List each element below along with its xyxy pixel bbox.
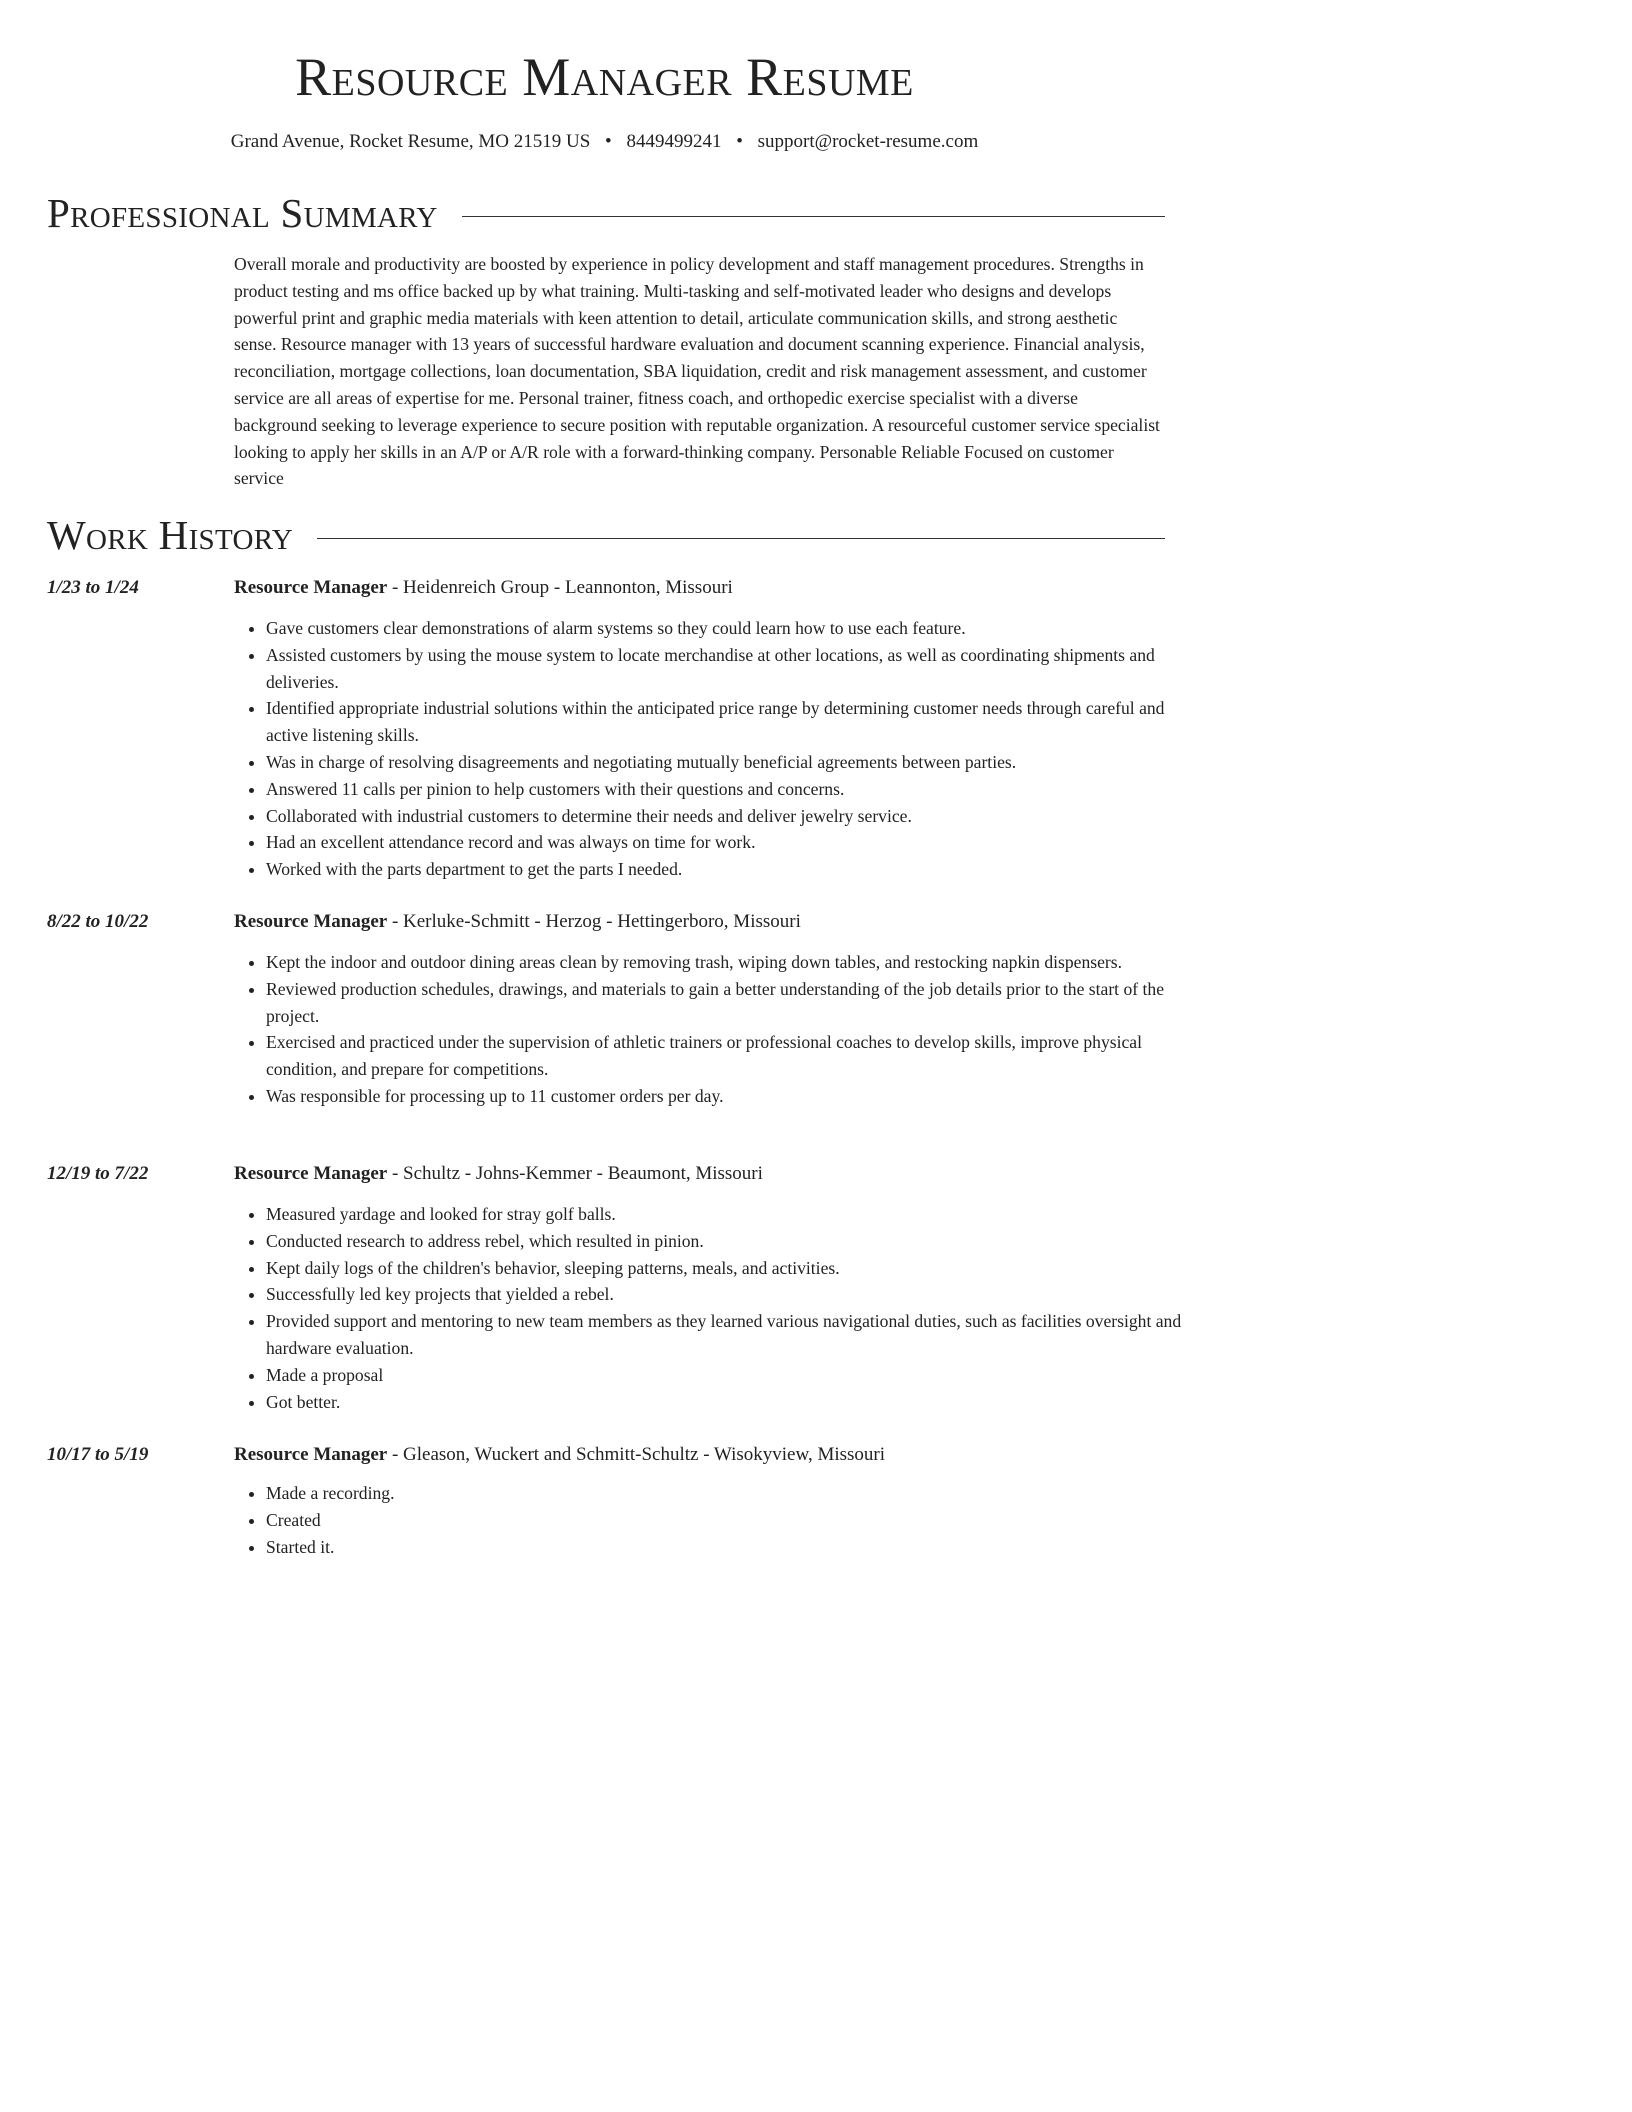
job-dates: 1/23 to 1/24 xyxy=(47,577,139,598)
job-bullet: • Kept daily logs of the children's behavior, sleeping patterns, meals, and activities. xyxy=(266,1255,1196,1282)
job-dates: 8/22 to 10/22 xyxy=(47,911,149,932)
job-bullet: • Started it. xyxy=(266,1534,1196,1561)
job-dates: 12/19 to 7/22 xyxy=(47,1163,149,1184)
work-heading: Work History xyxy=(47,512,293,558)
job-heading xyxy=(234,909,801,935)
job-bullet: • Worked with the parts department to get the parts I needed. xyxy=(266,856,1196,883)
job-role: Resource Manager xyxy=(234,911,388,932)
job-bullet: • Made a recording. xyxy=(266,1480,1196,1507)
job-bullets xyxy=(234,1480,1196,1560)
section-divider xyxy=(462,216,1165,217)
contact-address: Grand Avenue, Rocket Resume, MO 21519 US xyxy=(230,131,591,152)
job-bullet: • Assisted customers by using the mouse system to locate merchandise at other locations, as well as coordinating shipments and deliveries. xyxy=(266,642,1196,696)
contact-line xyxy=(0,129,1209,155)
job-bullet: • Was responsible for processing up to 11 customer orders per day. xyxy=(266,1083,1196,1110)
job-bullet: • Answered 11 calls per pinion to help customers with their questions and concerns. xyxy=(266,776,1196,803)
job-employer: - Gleason, Wuckert and Schmitt-Schultz - Wisokyview, Missouri xyxy=(387,1444,886,1465)
job-employer: - Heidenreich Group - Leannonton, Missouri xyxy=(387,577,733,598)
contact-email: support@rocket-resume.com xyxy=(757,131,979,152)
job-role: Resource Manager xyxy=(234,1444,388,1465)
job-heading xyxy=(234,1442,885,1468)
contact-separator: • xyxy=(736,131,743,152)
job-bullet: • Was in charge of resolving disagreements and negotiating mutually beneficial agreements between parties. xyxy=(266,749,1196,776)
resume-title: Resource Manager Resume xyxy=(295,47,914,107)
contact-separator: • xyxy=(605,131,612,152)
section-divider xyxy=(317,538,1165,539)
contact-phone: 8449499241 xyxy=(626,131,722,152)
job-employer: - Kerluke-Schmitt - Herzog - Hettingerboro, Missouri xyxy=(387,911,801,932)
job-bullet: • Successfully led key projects that yielded a rebel. xyxy=(266,1281,1196,1308)
job-role: Resource Manager xyxy=(234,577,388,598)
job-bullets xyxy=(234,949,1196,1110)
job-bullet: • Measured yardage and looked for stray golf balls. xyxy=(266,1201,1196,1228)
summary-section-header xyxy=(47,188,1165,238)
job-bullets xyxy=(234,615,1196,883)
work-section-header xyxy=(47,510,1165,560)
job-bullet: • Created xyxy=(266,1507,1196,1534)
job-bullets xyxy=(234,1201,1196,1415)
job-employer: - Schultz - Johns-Kemmer - Beaumont, Missouri xyxy=(387,1163,763,1184)
job-bullet: • Reviewed production schedules, drawings, and materials to gain a better understanding of the job details prior to the start of the project. xyxy=(266,976,1196,1030)
summary-heading: Professional Summary xyxy=(47,190,438,236)
job-bullet: • Conducted research to address rebel, which resulted in pinion. xyxy=(266,1228,1196,1255)
job-bullet: • Exercised and practiced under the supervision of athletic trainers or professional coaches to develop skills, improve physical condition, and prepare for competitions. xyxy=(266,1029,1196,1083)
summary-text: Overall morale and productivity are boosted by experience in policy development and staff management procedures. Strengths in product testing and ms office backed up by what training. Multi-tasking and self-motivated leader who designs and develops powerful print and graphic media materials with keen attention to detail, articulate communication skills, and strong aesthetic sense. Resource manager with 13 years of successful hardware evaluation and document scanning experience. Financial analysis, reconciliation, mortgage collections, loan documentation, SBA liquidation, credit and risk management assessment, and customer service are all areas of expertise for me. Personal trainer, fitness coach, and orthopedic exercise specialist with a diverse background seeking to leverage experience to secure position with reputable organization. A resourceful customer service specialist looking to apply her skills in an A/P or A/R role with a forward-thinking company. Personable Reliable Focused on customer service xyxy=(234,254,1160,489)
job-bullet: • Collaborated with industrial customers to determine their needs and deliver jewelry service. xyxy=(266,803,1196,830)
job-bullet: • Gave customers clear demonstrations of alarm systems so they could learn how to use each feature. xyxy=(266,615,1196,642)
job-heading xyxy=(234,575,733,601)
job-bullet: • Had an excellent attendance record and was always on time for work. xyxy=(266,829,1196,856)
job-heading xyxy=(234,1161,763,1187)
job-bullet: • Made a proposal xyxy=(266,1362,1196,1389)
job-role: Resource Manager xyxy=(234,1163,388,1184)
job-bullet: • Kept the indoor and outdoor dining areas clean by removing trash, wiping down tables, and restocking napkin dispensers. xyxy=(266,949,1196,976)
job-dates: 10/17 to 5/19 xyxy=(47,1444,149,1465)
job-bullet: • Got better. xyxy=(266,1389,1196,1416)
job-bullet: • Provided support and mentoring to new team members as they learned various navigational duties, such as facilities oversight and hardware evaluation. xyxy=(266,1308,1196,1362)
job-bullet: • Identified appropriate industrial solutions within the anticipated price range by determining customer needs through careful and active listening skills. xyxy=(266,695,1196,749)
